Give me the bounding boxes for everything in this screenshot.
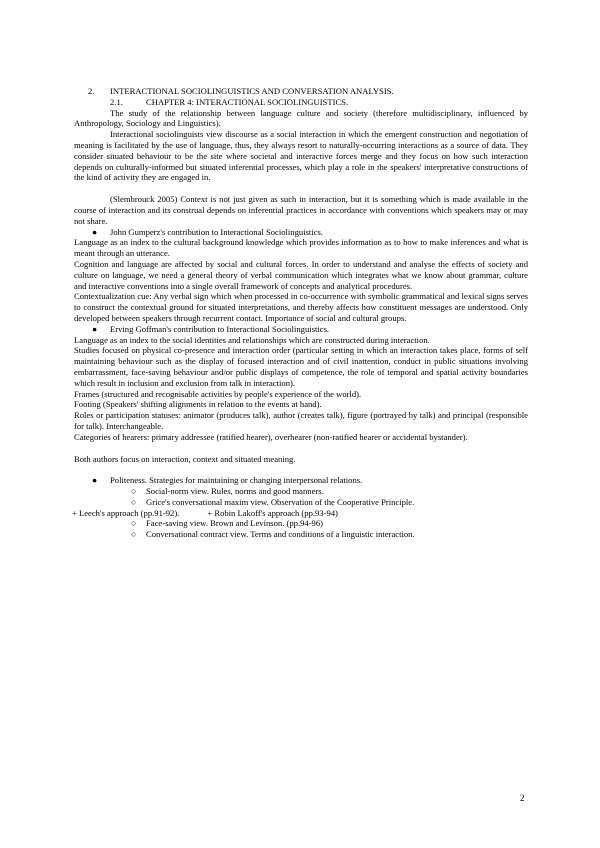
paragraph: Language as an index to the cultural background knowledge which provides information as to how to make inferences and what is meant through an utterance.: [74, 237, 528, 259]
sub-bullet-item: ○ Grice's conversational maxim view. Observation of the Cooperative Principle.: [131, 496, 415, 507]
paragraph: Cognition and language are affected by social and cultural forces. In order to understand and analyse the effects of society and culture on language, we need a general theory of verbal communication which integrates what we know about grammar, culture and interactive conventions into a single overall framework of concepts and analytical procedures.: [74, 258, 528, 291]
paragraph: Categories of hearers: primary addressee (ratified hearer), overhearer (non-ratified hearer or accidental bystander).: [74, 431, 468, 442]
approaches-line: + Leech's approach (pp.91-92). + Robin Lakoff's approach (pp.93-94): [72, 507, 338, 518]
bullet-icon: ●: [92, 323, 98, 334]
sub-bullet-item: ○ Face-saving view. Brown and Levinson. (pp.94-96): [131, 518, 324, 529]
paragraph: Both authors focus on interaction, context and situated meaning.: [74, 453, 296, 464]
bullet-item: ● Erving Goffman's contribution to Interactional Sociolinguistics.: [92, 323, 330, 334]
circle-bullet-icon: ○: [131, 496, 137, 507]
bullet-icon: ●: [92, 475, 98, 486]
paragraph: Contextualization cue: Any verbal sign which when processed in co-occurrence with symbolic grammatical and lexical signs serves to construct the contextual ground for situated interpretations, and thereby affects how constituent messages are understood. Only developed between speakers through recurrent contact. Importance of social and cultural groups.: [74, 291, 528, 323]
circle-bullet-icon: ○: [131, 518, 137, 529]
circle-bullet-icon: ○: [131, 486, 137, 497]
bullet-item: ● Politeness. Strategies for maintaining or changing interpersonal relations.: [92, 475, 363, 486]
document-page: [74, 86, 528, 540]
paragraph: Frames (structured and recognisable activities by people's experience of the world).: [74, 388, 362, 399]
page-number: 2: [520, 793, 525, 803]
circle-bullet-icon: ○: [131, 529, 137, 540]
paragraph: The study of the relationship between language culture and society (therefore multidisciplinary, influenced by Anthropology, Sociology and Linguistics).: [74, 107, 528, 129]
bullet-item: ● John Gumperz's contribution to Interactional Sociolinguistics.: [92, 226, 324, 237]
subsection-heading: 2.1. CHAPTER 4: INTERACTIONAL SOCIOLINGUISTICS.: [110, 96, 349, 107]
bullet-icon: ●: [92, 226, 98, 237]
sub-bullet-item: ○ Conversational contract view. Terms and conditions of a linguistic interaction.: [131, 529, 415, 540]
sub-bullet-item: ○ Social-norm view. Rules, norms and good manners.: [131, 486, 324, 497]
paragraph: Studies focused on physical co-presence and interaction order (particular setting in which an interaction takes place, forms of self maintaining behaviour such as the display of focused interaction and of civil inattention, conduct in public situations involving embarrassment, face-saving behaviour and/or public displays of competence, the role of temporal and spatial activity boundaries which result in inclusion and exclusion from talk in interaction).: [74, 345, 528, 388]
section-heading: 2. INTERACTIONAL SOCIOLINGUISTICS AND CONVERSATION ANALYSIS.: [88, 86, 394, 96]
paragraph: Interactional sociolinguists view discourse as a social interaction in which the emergent construction and negotiation of meaning is facilitated by the use of language, thus, they always resort to naturally-occurring interactions as a source of data. They consider situated behaviour to be the site where societal and interactive forces merge and they focus on how such interaction depends on culturally-informed but situated inferential processes, which play a role in the speakers' interpretative constructions of the kind of activity they are engaged in.: [74, 129, 528, 183]
paragraph: Footing (Speakers' shifting alignments in relation to the events at hand).: [74, 399, 322, 410]
paragraph: Roles or participation statuses: animator (produces talk), author (creates talk), figure (portrayed by talk) and principal (responsible for talk). Interchangeable.: [74, 410, 528, 431]
paragraph: Language as an index to the social identities and relationships which are constructed during interaction.: [74, 334, 430, 345]
paragraph: (Slembrouck 2005) Context is not just given as such in interaction, but it is something which is made available in the course of interaction and its construal depends on inferential practices in accordance with conventions which speakers may or may not share.: [74, 194, 528, 226]
